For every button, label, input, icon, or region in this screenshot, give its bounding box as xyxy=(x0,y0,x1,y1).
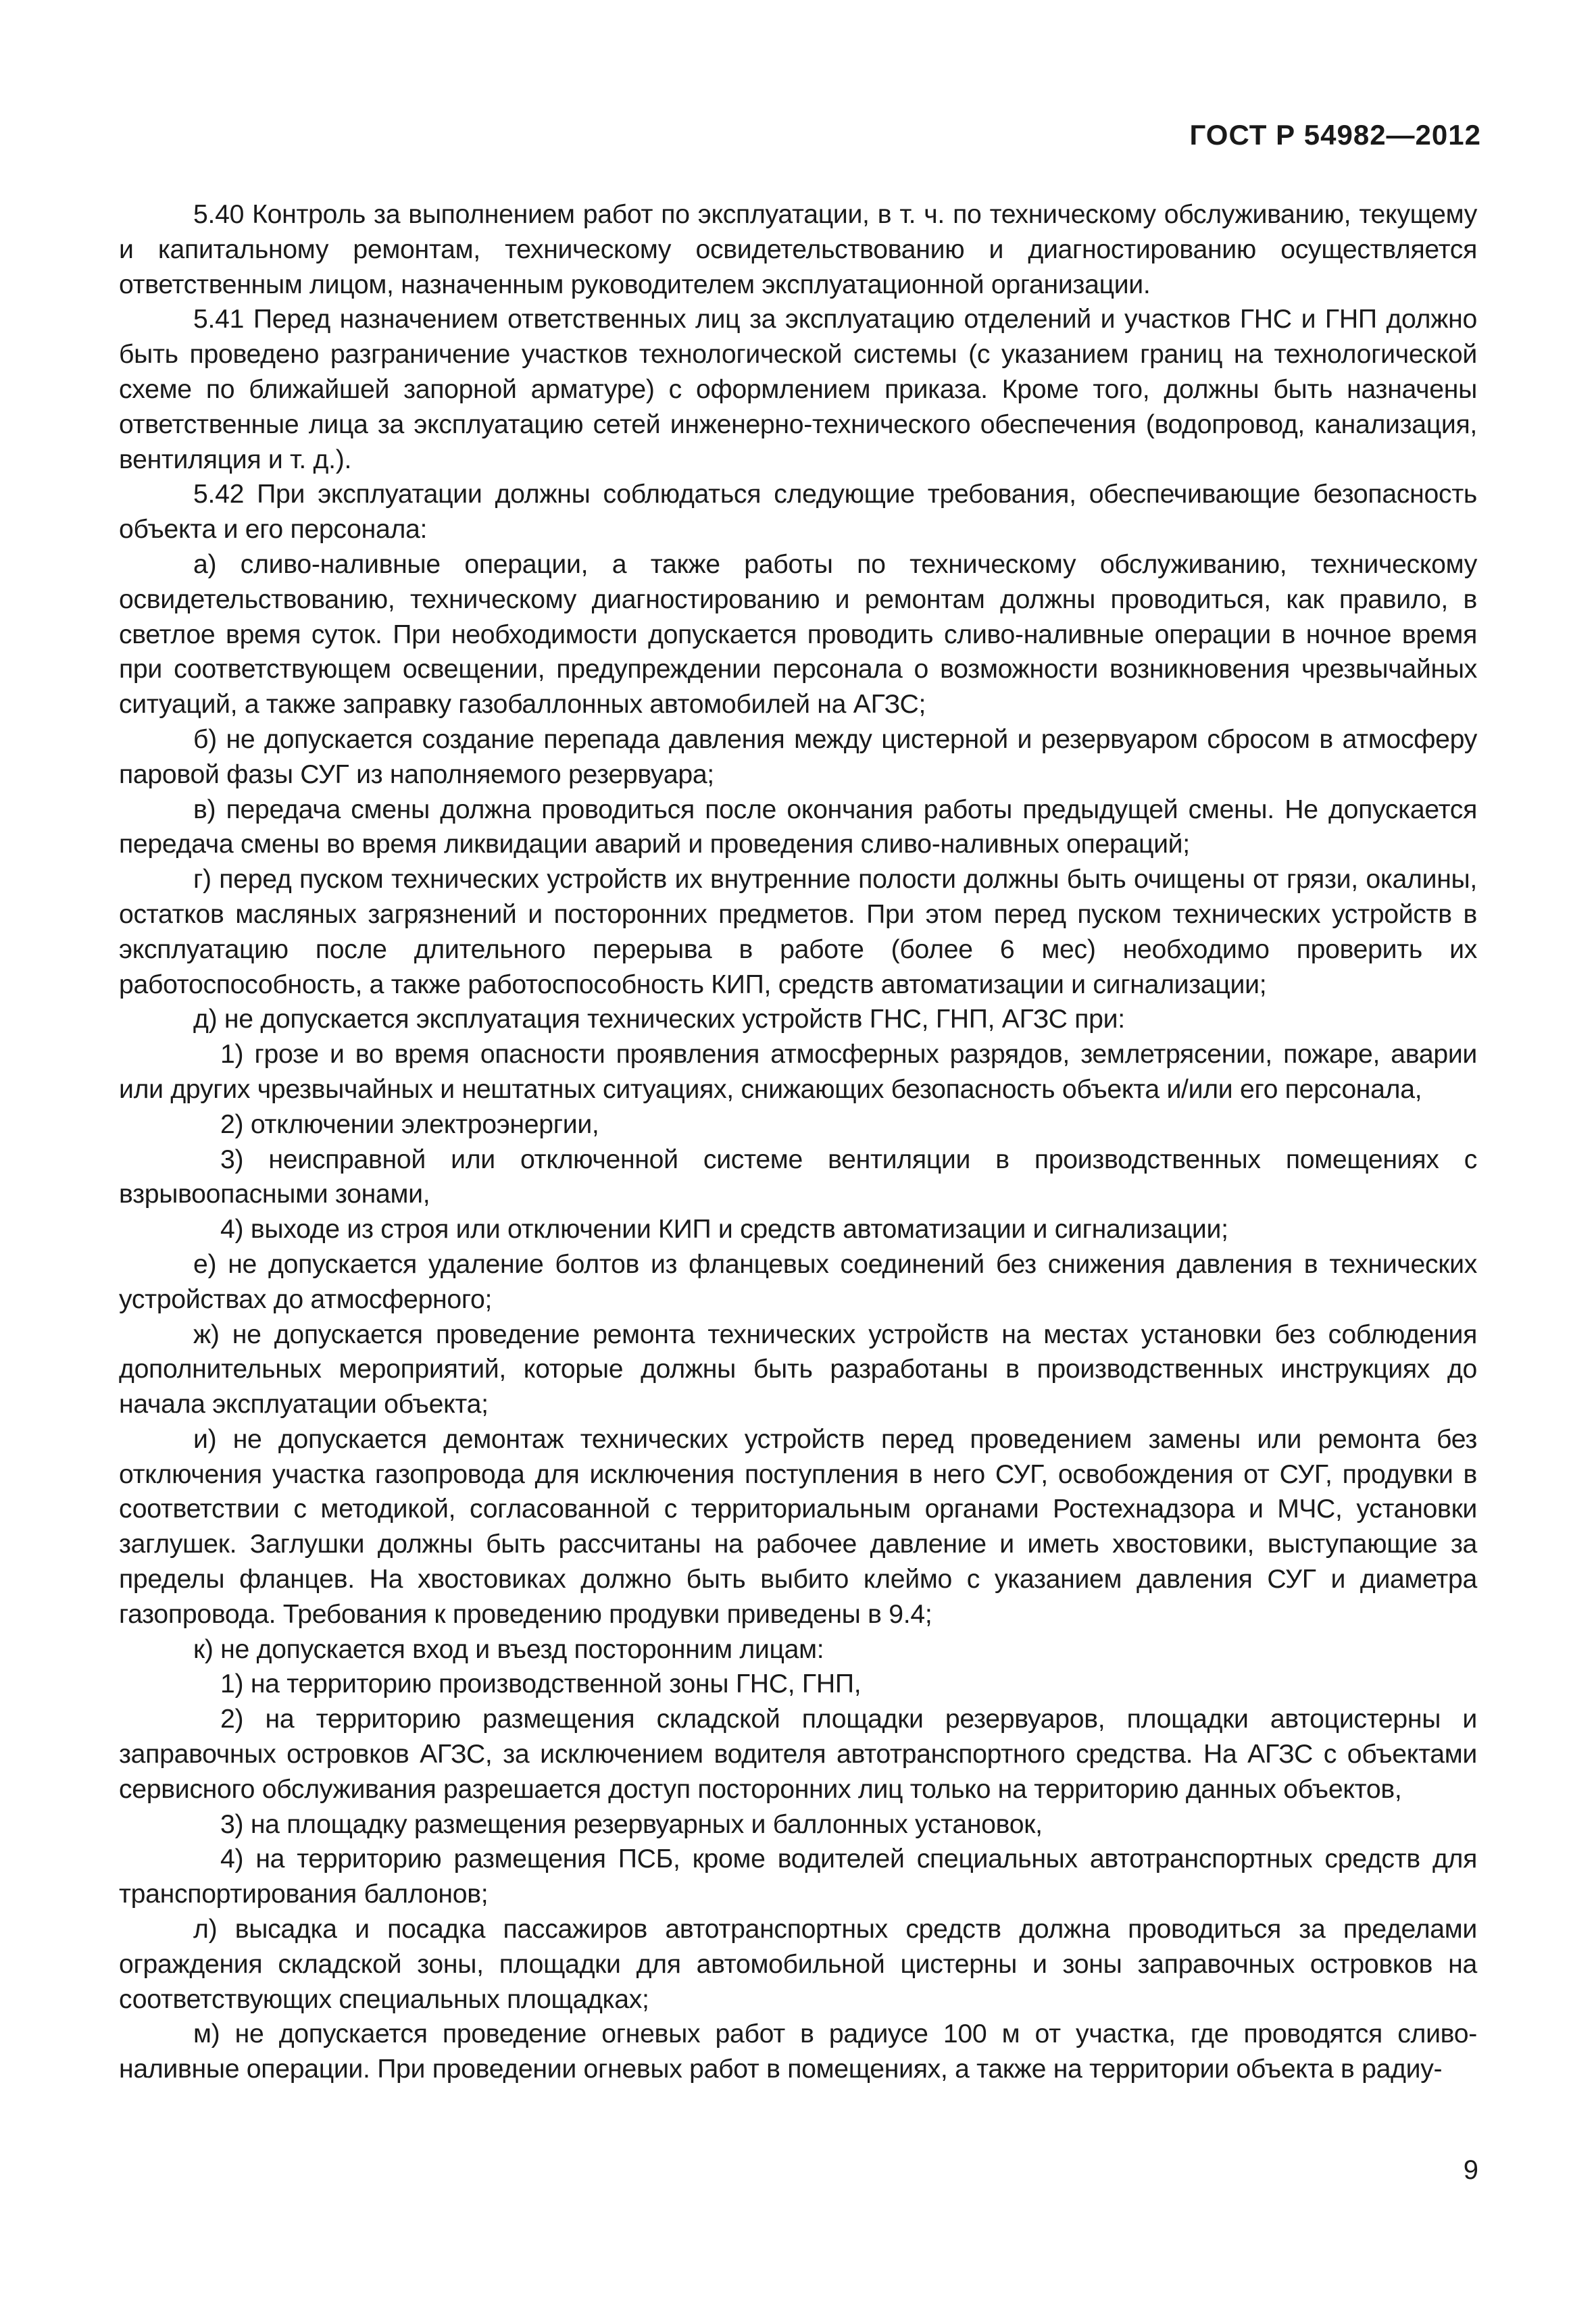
list-item-zh: ж) не допускается проведение ремонта технических устройств на местах установки без соблюдения дополнительных мероприятий, которые должны быть разработаны в производственных инструкциях до начала эксплуатации объекта; xyxy=(119,1319,1477,1419)
sub-item-d-1: 1) грозе и во время опасности проявления атмосферных разрядов, землетрясении, пожаре, аварии или других чрезвычайных и нештатных ситуациях, снижающих безопасность объекта и/или его персонала, xyxy=(119,1040,1477,1104)
list-item-b: б) не допускается создание перепада давления между цистерной и резервуаром сбросом в атмосферу паровой фазы СУГ из наполняемого резервуара; xyxy=(119,724,1477,789)
sub-item-k-4: 4) на территорию размещения ПСБ, кроме водителей специальных автотранспортных средств для транспортирования баллонов; xyxy=(119,1844,1477,1909)
list-item-e: е) не допускается удаление болтов из фланцевых соединений без снижения давления в технических устройствах до атмосферного; xyxy=(119,1249,1477,1314)
list-item-k: к) не допускается вход и въезд посторонним лицам: xyxy=(193,1634,824,1664)
document-header-title: ГОСТ Р 54982—2012 xyxy=(1189,119,1481,151)
sub-item-k-3: 3) на площадку размещения резервуарных и баллонных установок, xyxy=(220,1809,1043,1839)
list-item-m: м) не допускается проведение огневых работ в радиусе 100 м от участка, где проводятся сливо-наливные операции. При проведении огневых работ в помещениях, а также на территории объекта в радиу- xyxy=(119,2019,1477,2084)
sub-item-k-1: 1) на территорию производственной зоны ГНС, ГНП, xyxy=(220,1669,862,1699)
list-item-a: а) сливо-наливные операции, а также работы по техническому обслуживанию, техническому освидетельствованию, техническому диагностированию и ремонтам должны проводиться, как правило, в светлое время суток. При необходимости допускается проводить сливо-наливные операции в ночное время при соответствующем освещении, предупреждении персонала о возможности возникновения чрезвычайных ситуаций, а также заправку газобаллонных автомобилей на АГЗС; xyxy=(119,549,1477,720)
list-item-g: г) перед пуском технических устройств их внутренние полости должны быть очищены от грязи, окалины, остатков масляных загрязнений и посторонних предметов. При этом перед пуском технических устройств в эксплуатацию после длительного перерыва в работе (более 6 мес) необходимо проверить их работоспособность, а также работоспособность КИП, средств автоматизации и сигнализации; xyxy=(119,865,1477,999)
sub-item-d-2: 2) отключении электроэнергии, xyxy=(220,1109,599,1139)
list-item-l: л) высадка и посадка пассажиров автотранспортных средств должна проводиться за пределами ограждения складской зоны, площадки для автомобильной цистерны и зоны заправочных островков на соответствующих специальных площадках; xyxy=(119,1915,1477,2014)
list-item-d: д) не допускается эксплуатация технических устройств ГНС, ГНП, АГЗС при: xyxy=(193,1005,1125,1034)
sub-item-k-2: 2) на территорию размещения складской площадки резервуаров, площадки автоцистерны и заправочных островков АГЗС, за исключением водителя автотранспортного средства. На АГЗС с объектами сервисного обслуживания разрешается доступ посторонних лиц только на территорию данных объектов, xyxy=(119,1705,1477,1804)
paragraph-5-42: 5.42 При эксплуатации должны соблюдаться следующие требования, обеспечивающие безопасность объекта и его персонала: xyxy=(119,480,1477,545)
paragraph-5-41: 5.41 Перед назначением ответственных лиц за эксплуатацию отделений и участков ГНС и ГНП должно быть проведено разграничение участков технологической системы (с указанием границ на технологической схеме по ближайшей запорной арматуре) с оформлением приказа. Кроме того, должны быть назначены ответственные лица за эксплуатацию сетей инженерно-технического обеспечения (водопровод, канализация, вентиляция и т. д.). xyxy=(119,305,1477,474)
list-item-v: в) передача смены должна проводиться после окончания работы предыдущей смены. Не допускается передача смены во время ликвидации аварий и проведения сливо-наливных операций; xyxy=(119,795,1477,859)
sub-item-d-4: 4) выходе из строя или отключении КИП и средств автоматизации и сигнализации; xyxy=(220,1215,1228,1244)
list-item-i: и) не допускается демонтаж технических устройств перед проведением замены или ремонта без отключения участка газопровода для исключения поступления в него СУГ, освобождения от СУГ, продувки в соответствии с методикой, согласованной с территориальным органами Ростехнадзора и МЧС, установки заглушек. Заглушки должны быть рассчитаны на рабочее давление и иметь хвостовики, выступающие за пределы фланцев. На хвостовиках должно быть выбито клеймо с указанием давления СУГ и диаметра газопровода. Требования к проведению продувки приведены в 9.4; xyxy=(119,1424,1477,1629)
page-number: 9 xyxy=(1463,2155,1478,2185)
sub-item-d-3: 3) неисправной или отключенной системе вентиляции в производственных помещениях с взрывоопасными зонами, xyxy=(119,1145,1477,1209)
document-body xyxy=(119,197,1477,2087)
paragraph-5-40: 5.40 Контроль за выполнением работ по эксплуатации, в т. ч. по техническому обслуживанию, текущему и капитальному ремонтам, техническому освидетельствованию и диагностированию осуществляется ответственным лицом, назначенным руководителем эксплуатационной организации. xyxy=(119,200,1477,299)
